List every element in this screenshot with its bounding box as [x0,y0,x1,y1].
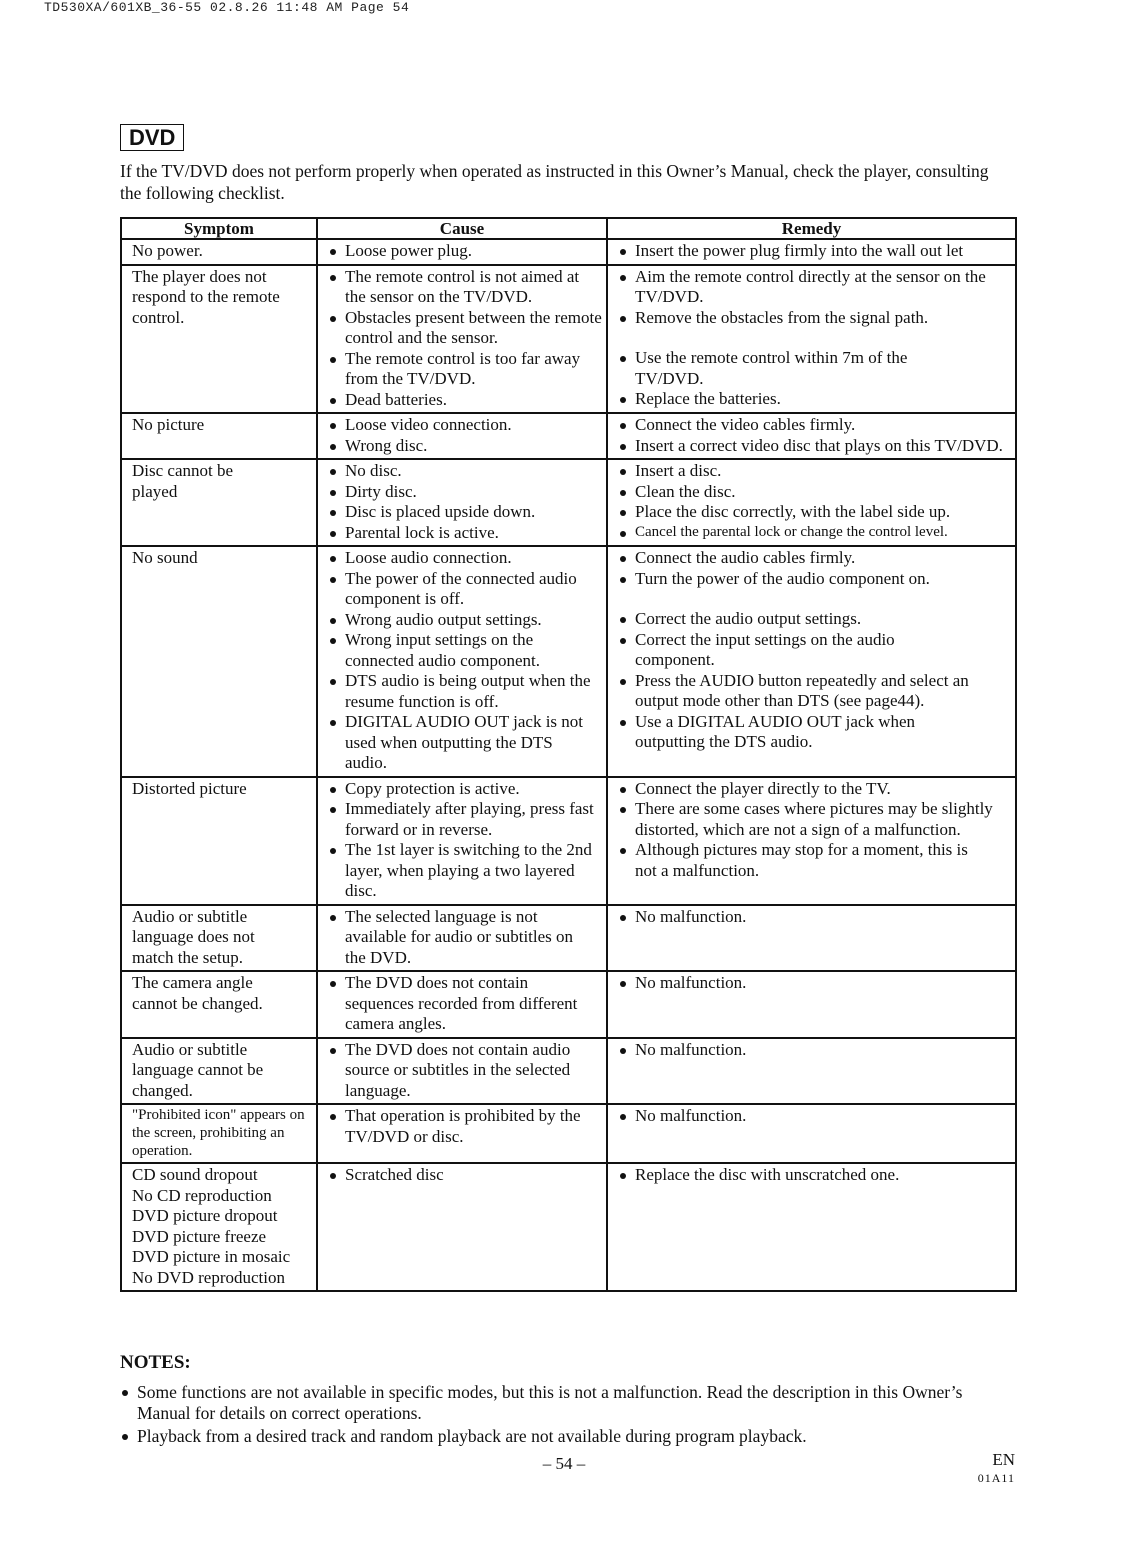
header-remedy: Remedy [607,218,1016,239]
remedy-item: Cancel the parental lock or change the control level. [618,523,1011,541]
section-label-dvd: DVD [120,124,184,151]
page-number: – 54 – [542,1454,586,1473]
language-code-block [978,1451,1015,1487]
symptom-cell [121,1104,317,1163]
symptom-cell [121,971,317,1038]
symptom-cell: No sound [121,546,317,777]
table-row [121,546,1016,777]
table-row [121,1038,1016,1105]
table-row [121,1104,1016,1163]
table-row [121,1163,1016,1291]
remedy-item: Correct the input settings on the audio component. [618,630,965,671]
cause-item: Immediately after playing, press fast forward or in reverse. [328,799,605,840]
symptom-cell [121,265,317,414]
cause-item: DIGITAL AUDIO OUT jack is not used when outputting the DTS audio. [328,712,595,774]
cause-item: Loose power plug. [328,241,602,262]
language-label: EN [992,1450,1015,1469]
symptom-text: Audio or subtitle language does not match the setup. [132,906,255,967]
cause-item: The power of the connected audio component is off. [328,569,585,610]
remedy-cell [607,1038,1016,1105]
cause-cell [317,971,607,1038]
cause-item: Wrong disc. [328,436,602,457]
symptom-cell: No picture [121,413,317,459]
cause-item: The selected language is not available for audio or subtitles on the DVD. [328,907,590,969]
remedy-item: No malfunction. [618,1040,1011,1061]
remedy-cell [607,971,1016,1038]
remedy-cell [607,546,1016,777]
cause-item: The 1st layer is switching to the 2nd layer, when playing a two layered disc. [328,840,602,902]
header-cause: Cause [317,218,607,239]
remedy-cell [607,1104,1016,1163]
remedy-item: Remove the obstacles from the signal path. [618,308,1011,329]
cause-cell [317,265,607,414]
table-row [121,413,1016,459]
cause-cell [317,905,607,972]
cause-cell [317,546,607,777]
remedy-item: Turn the power of the audio component on. [618,569,1011,590]
symptom-cell [121,459,317,546]
symptom-line: CD sound dropout [132,1165,258,1184]
symptom-cell: Distorted picture [121,777,317,905]
table-row [121,239,1016,265]
cause-item: Obstacles present between the remote control and the sensor. [328,308,602,349]
remedy-item: Insert a disc. [618,461,1011,482]
remedy-item: Connect the video cables firmly. [618,415,1011,436]
notes-list [120,1382,1000,1449]
symptom-text: The camera angle cannot be changed. [132,973,263,1013]
cause-item: DTS audio is being output when the resume function is off. [328,671,602,712]
remedy-item: There are some cases where pictures may be slightly distorted, which are not a sign of a malfunction. [618,799,1011,840]
table-row [121,971,1016,1038]
cause-cell [317,777,607,905]
table-row [121,905,1016,972]
remedy-item: Use the remote control within 7m of the TV/DVD. [618,348,935,389]
cause-cell [317,413,607,459]
cause-item: Disc is placed upside down. [328,502,602,523]
remedy-item: Use a DIGITAL AUDIO OUT jack when outputting the DTS audio. [618,712,985,753]
remedy-item: Aim the remote control directly at the sensor on the TV/DVD. [618,267,1011,308]
table-row [121,459,1016,546]
symptom-cell [121,1038,317,1105]
remedy-item: Press the AUDIO button repeatedly and select an output mode other than DTS (see page44). [618,671,1011,712]
symptom-text: "Prohibited icon" appears on the screen, prohibiting an operation. [132,1107,305,1159]
symptom-cell: No power. [121,239,317,265]
remedy-item: No malfunction. [618,973,1011,994]
symptom-cell [121,1163,317,1291]
cause-cell [317,1038,607,1105]
cause-item: Wrong input settings on the connected audio component. [328,630,585,671]
table-row [121,777,1016,905]
symptom-text: Disc cannot be played [132,461,234,501]
remedy-cell [607,265,1016,414]
cause-item: Wrong audio output settings. [328,610,602,631]
intro-paragraph: If the TV/DVD does not perform properly when operated as instructed in this Owner’s Manual, check the player, consulting the following checklist. [120,161,989,203]
symptom-line: No CD reproduction [132,1185,272,1205]
remedy-item: Insert a correct video disc that plays on this TV/DVD. [618,436,1005,457]
cause-cell [317,1163,607,1291]
troubleshooting-table [120,217,1017,1292]
cause-item: Loose audio connection. [328,548,602,569]
symptom-line: No DVD reproduction [132,1267,285,1287]
symptom-text: Audio or subtitle language cannot be changed. [132,1039,264,1100]
cause-item: The remote control is too far away from the TV/DVD. [328,349,602,390]
remedy-cell [607,413,1016,459]
symptom-text: The player does not respond to the remote control. [132,266,280,327]
remedy-item: Although pictures may stop for a moment, this is not a malfunction. [618,840,985,881]
symptom-cell [121,905,317,972]
remedy-cell [607,1163,1016,1291]
cause-cell [317,239,607,265]
symptom-line: DVD picture freeze [132,1226,267,1246]
cause-item: That operation is prohibited by the TV/DVD or disc. [328,1106,605,1147]
table-header-row [121,218,1016,239]
cause-item: Scratched disc [328,1165,602,1186]
remedy-cell [607,777,1016,905]
cause-item: The DVD does not contain sequences recorded from different camera angles. [328,973,585,1035]
cause-cell [317,1104,607,1163]
cause-item: Dead batteries. [328,390,602,411]
cause-item: The DVD does not contain audio source or subtitles in the selected language. [328,1040,605,1102]
remedy-cell [607,459,1016,546]
table-row [121,265,1016,414]
cause-item: The remote control is not aimed at the sensor on the TV/DVD. [328,267,602,308]
symptom-line: DVD picture dropout [132,1206,278,1225]
symptom-line: DVD picture in mosaic [132,1247,291,1266]
cause-item: No disc. [328,461,602,482]
remedy-cell [607,905,1016,972]
remedy-item: Insert the power plug firmly into the wall out let [618,241,1011,262]
document-code: 01A11 [977,1471,1015,1485]
note-item: Some functions are not available in specific modes, but this is not a malfunction. Read the description in this Owner’s Manual for details on correct operations. [120,1382,1000,1424]
cause-item: Parental lock is active. [328,523,602,544]
remedy-item: Place the disc correctly, with the label side up. [618,502,1011,523]
cause-item: Loose video connection. [328,415,602,436]
remedy-cell [607,239,1016,265]
print-header: TD530XA/601XB_36-55 02.8.26 11:48 AM Page 54 [44,0,410,15]
note-item: Playback from a desired track and random playback are not available during program playback. [120,1426,1000,1447]
remedy-item: Correct the audio output settings. [618,609,1011,630]
header-symptom: Symptom [121,218,317,239]
remedy-item: Clean the disc. [618,482,1011,503]
remedy-item: Connect the player directly to the TV. [618,779,1011,800]
remedy-item: Replace the batteries. [618,389,1011,410]
cause-cell [317,459,607,546]
notes-title: NOTES: [120,1352,191,1373]
remedy-item: Connect the audio cables firmly. [618,548,1011,569]
remedy-item: No malfunction. [618,1106,1011,1127]
remedy-item: Replace the disc with unscratched one. [618,1165,1011,1186]
cause-item: Dirty disc. [328,482,602,503]
cause-item: Copy protection is active. [328,779,602,800]
remedy-item: No malfunction. [618,907,1011,928]
